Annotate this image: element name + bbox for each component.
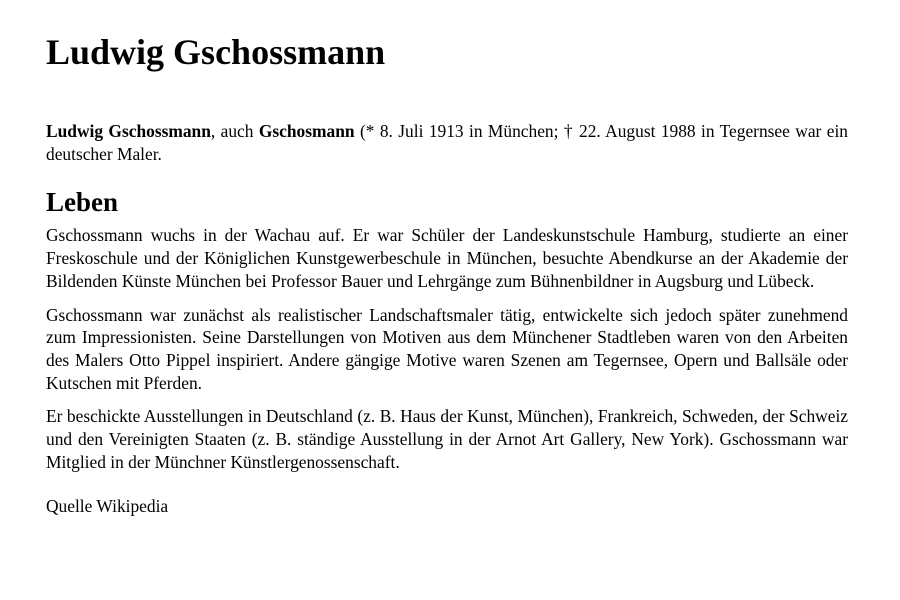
page-title: Ludwig Gschossmann xyxy=(46,32,386,72)
article xyxy=(46,30,848,529)
intro-text-a: , auch xyxy=(210,121,259,141)
body-paragraph-2: Gschossmann war zunächst als realistischer Landschaftsmaler tätig, entwickelte sich jedoch später zunehmend zum Impressionisten. Seine Darstellungen von Motiven aus dem Münchener Stadtleben waren von den Arbeiten des Malers Otto Pippel inspiriert. Andere gängige Motive waren Szenen am Tegernsee, Opern und Ballsäle oder Kutschen mit Pferden. xyxy=(46,304,848,393)
subject-name: Ludwig Gschossmann xyxy=(46,121,211,141)
body-paragraph-3: Er beschickte Ausstellungen in Deutschland (z. B. Haus der Kunst, München), Frankreich, Schweden, der Schweiz und den Vereinigten Staaten (z. B. ständige Ausstellung in der Arnot Art Gallery, New York). Gschossmann war Mitglied in der Münchner Künstlergenossenschaft. xyxy=(46,406,848,472)
source-note: Quelle Wikipedia xyxy=(46,496,169,517)
intro-text-b: (* 8. Juli 1913 in München; † 22. August 1988 in Tegernsee war ein deutscher Maler. xyxy=(46,121,848,164)
intro-paragraph xyxy=(46,120,848,165)
body-paragraph-1: Gschossmann wuchs in der Wachau auf. Er war Schüler der Landeskunstschule Hamburg, studierte an einer Freskoschule und der Königlichen Kunstgewerbeschule in München, besuchte Abendkurse an der Akademie der Bildenden Künste München bei Professor Bauer und Lehrgänge zum Bühnenbildner in Augsburg und Lübeck. xyxy=(46,225,848,291)
section-heading-leben: Leben xyxy=(46,187,119,218)
subject-alias: Gschosmann xyxy=(258,121,355,141)
